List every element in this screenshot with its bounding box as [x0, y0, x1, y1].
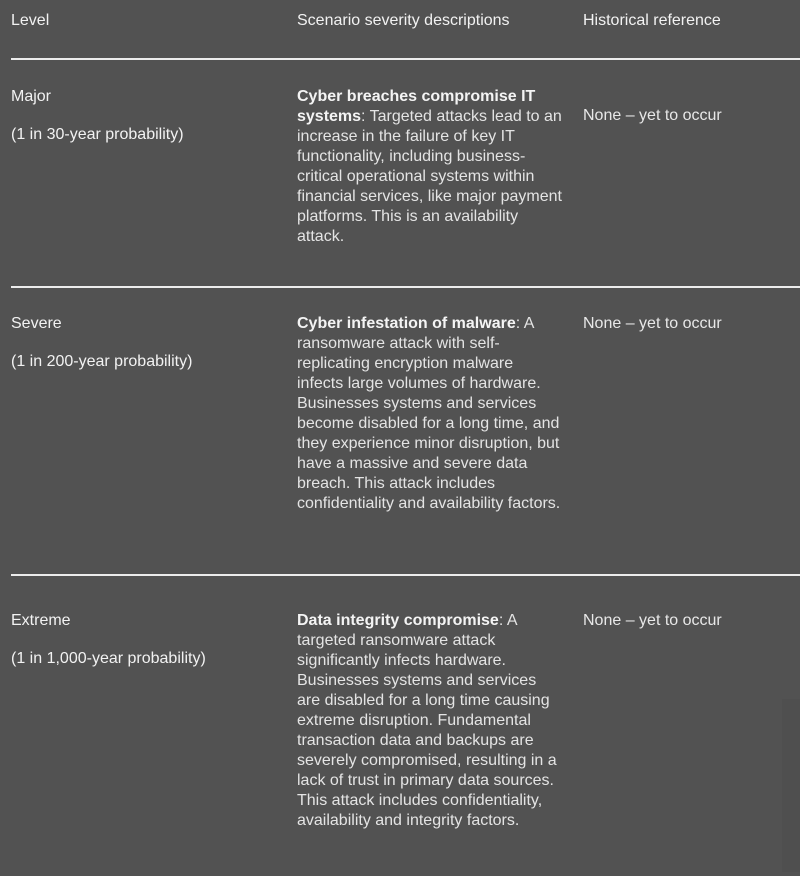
- level-probability: (1 in 200-year probability): [11, 353, 193, 370]
- description-title: Cyber breaches compromise IT systems: [297, 88, 536, 125]
- historical-cell: None – yet to occur: [583, 315, 722, 332]
- description-body: : A targeted ransomware attack significantly infects hardware. Businesses systems and services are disabled for a long time causing extreme disruption. Fundamental transaction data and backups are severely compromised, resulting in a lack of trust in primary data sources. This attack includes confidentiality, availability and integrity factors.: [297, 612, 557, 829]
- description-body: : A ransomware attack with self-replicating encryption malware infects large volumes of hardware. Businesses systems and services become disabled for a long time, and they experience minor disruption, but have a massive and severe data breach. This attack includes confidentiality and availability factors.: [297, 315, 561, 512]
- description-title: Cyber infestation of malware: [297, 315, 516, 332]
- header-description: Scenario severity descriptions: [297, 12, 510, 29]
- description-body: : Targeted attacks lead to an increase in the failure of key IT functionality, including business-critical operational systems within financial services, like major payment platforms. This is an availability attack.: [297, 108, 562, 245]
- table-row: [11, 60, 800, 288]
- description-title: Data integrity compromise: [297, 612, 499, 629]
- header-historical: Historical reference: [583, 12, 721, 29]
- table-header-row: [11, 0, 800, 60]
- level-cell: [11, 314, 281, 372]
- description-cell: [297, 314, 562, 514]
- table-row: [11, 576, 800, 876]
- historical-cell: None – yet to occur: [583, 612, 722, 629]
- header-level: Level: [11, 12, 50, 29]
- description-cell: [297, 611, 562, 831]
- description-cell: [297, 87, 562, 247]
- level-name: Severe: [11, 315, 62, 332]
- historical-cell: None – yet to occur: [583, 107, 722, 124]
- level-probability: (1 in 1,000-year probability): [11, 650, 206, 667]
- level-name: Major: [11, 88, 52, 105]
- level-name: Extreme: [11, 612, 71, 629]
- scenario-severity-table: [11, 0, 800, 876]
- level-cell: [11, 87, 281, 145]
- level-cell: [11, 611, 281, 669]
- level-probability: (1 in 30-year probability): [11, 126, 184, 143]
- table-row: [11, 288, 800, 576]
